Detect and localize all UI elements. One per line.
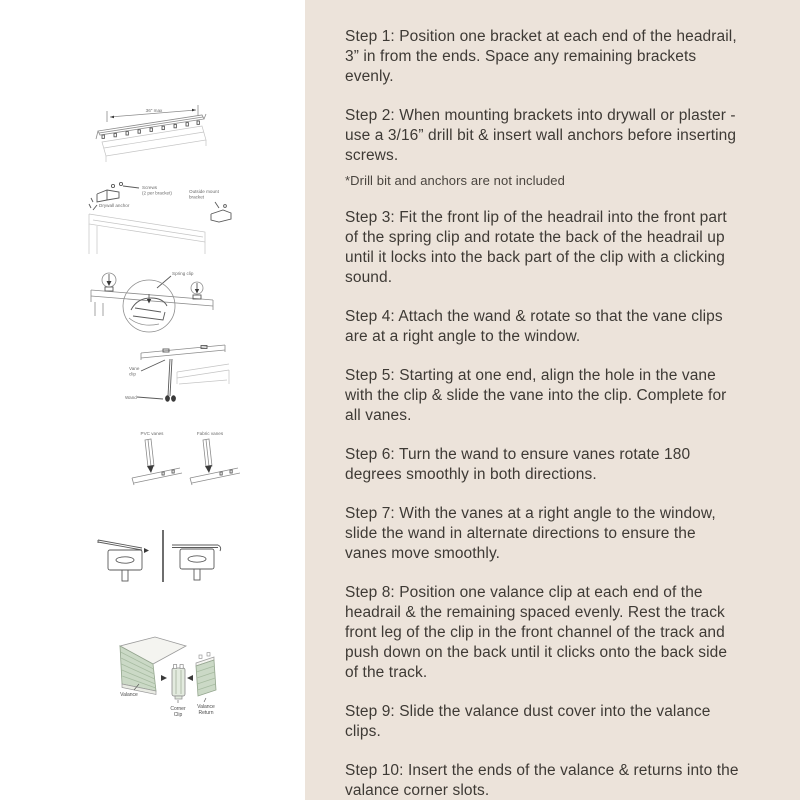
valance-return-drawing (196, 653, 216, 696)
valance-return-label-line1: Valance (197, 704, 215, 710)
figure-vanes (128, 428, 240, 492)
step-6: Step 6: Turn the wand to ensure vanes rotate 180 degrees smoothly in both directions. (345, 446, 691, 483)
outside-mount-label-line1: Outside mount (189, 189, 219, 194)
headrail-vane-clips (102, 121, 199, 138)
valance-return-label-line2: Return (198, 710, 214, 716)
figure-spring-clip (85, 258, 220, 338)
clip-arrow-right (191, 282, 203, 299)
corner-clip-drawing (172, 665, 185, 700)
step-9: Step 9: Slide the valance dust cover into the valance clips. (345, 703, 711, 740)
spring-clip-magnifier (123, 280, 175, 332)
headrail-top-drawing (141, 345, 225, 360)
screws-label-line2: (2 per bracket) (142, 190, 172, 196)
wand-drawing (165, 359, 176, 402)
figure-brackets (85, 180, 235, 258)
screws-label-line1: Screws (142, 185, 158, 190)
drywall-anchor-label: Drywall anchor (99, 203, 130, 208)
right-bracket-drawing (211, 202, 231, 222)
drill-bit-footnote: *Drill bit and anchors are not included (345, 173, 565, 188)
vane-into-clip-right (190, 439, 240, 485)
window-frame-outline (89, 214, 205, 254)
spring-clip-label: Spring clip (172, 271, 194, 276)
arrow-right-icon (161, 675, 167, 681)
figure-wand (123, 340, 235, 424)
headrail-dimension-label: 36" max (145, 108, 163, 113)
step-3: Step 3: Fit the front lip of the headrail into the front part of the spring clip and rotate the back of the headrail up until it locks into the back part of the clip with a clicking sound. (345, 209, 727, 286)
step-1: Step 1: Position one bracket at each end of the headrail, 3” in from the ends. Space any remaining brackets evenly. (345, 28, 737, 85)
left-bracket-drawing (97, 182, 139, 202)
wand-label: Wand (125, 395, 137, 400)
step-8: Step 8: Position one valance clip at each end of the headrail & the remaining spaced evenly. Rest the track front leg of the clip in the front channel of the track and push down on the back until it clicks onto the back side of the track. (345, 584, 728, 681)
figure-valance-assembly (93, 634, 245, 760)
valance-return-leader-line (204, 698, 206, 702)
vane-into-clip-left (132, 439, 182, 485)
pvc-vanes-label: PVC vanes (140, 431, 164, 436)
instructions-panel (305, 0, 800, 800)
step-2: Step 2: When mounting brackets into drywall or plaster - use a 3/16” drill bit & insert wall anchors before inserting screws. (345, 107, 737, 164)
valance-clip-tilted (98, 540, 149, 581)
corner-clip-label-line1: Corner (170, 706, 186, 712)
wall-anchor-marks (89, 198, 97, 210)
figure-valance-clips (92, 524, 234, 590)
arrow-left-icon (187, 675, 193, 681)
outside-mount-label-line2: bracket (189, 194, 205, 200)
step-5: Step 5: Starting at one end, align the hole in the vane with the clip & slide the vane into the clip. Complete for all vanes. (345, 367, 727, 424)
clip-arrow-left (102, 273, 116, 291)
step-4: Step 4: Attach the wand & rotate so that the vane clips are at a right angle to the window. (345, 308, 723, 345)
step-7: Step 7: With the vanes at a right angle to the window, slide the wand in alternate directions to ensure the vanes move smoothly. (345, 505, 716, 562)
figure-headrail (90, 104, 220, 168)
valance-clip-seated (172, 545, 221, 580)
vane-clip-label-line1: Vane (129, 366, 140, 371)
step-10: Step 10: Insert the ends of the valance & returns into the valance corner slots. (345, 762, 739, 799)
window-sill-outline (177, 364, 229, 384)
valance-label: Valance (120, 692, 138, 698)
fabric-vanes-label: Fabric vanes (196, 431, 224, 436)
steps-text-block (345, 27, 739, 800)
corner-clip-label-line2: Clip (173, 712, 183, 718)
vane-clip-label-line2: clip (129, 371, 136, 377)
